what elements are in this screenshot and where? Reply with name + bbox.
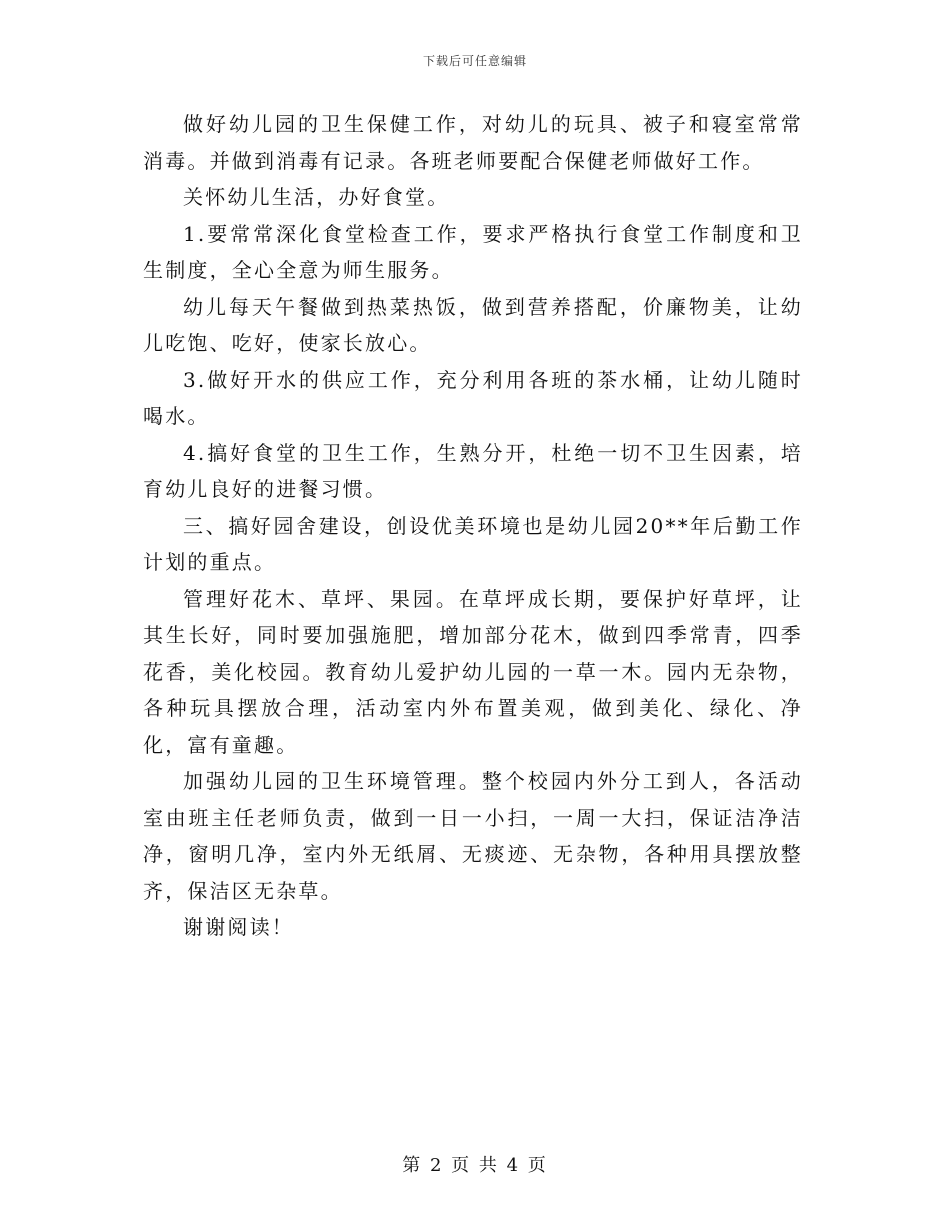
page-number: 第 2 页 共 4 页 — [402, 1155, 548, 1176]
paragraph-hygiene-care: 做好幼儿园的卫生保健工作，对幼儿的玩具、被子和寝室常常消毒。并做到消毒有记录。各班老师要配合保健老师做好工作。 — [143, 112, 803, 173]
paragraph-lunch: 幼儿每天午餐做到热菜热饭，做到营养搭配，价廉物美，让幼儿吃饱、吃好，使家长放心。 — [143, 294, 803, 355]
document-body — [143, 106, 803, 946]
paragraph-section-three: 三、搞好园舍建设，创设优美环境也是幼儿园20**年后勤工作计划的重点。 — [143, 513, 803, 574]
paragraph-canteen-inspection: 1.要常常深化食堂检查工作，要求严格执行食堂工作制度和卫生制度，全心全意为师生服务。 — [143, 221, 803, 282]
paragraph-garden-management: 管理好花木、草坪、果园。在草坪成长期，要保护好草坪，让其生长好，同时要加强施肥，增加部分花木，做到四季常青，四季花香，美化校园。教育幼儿爱护幼儿园的一草一木。园内无杂物，各种玩具摆放合理，活动室内外布置美观，做到美化、绿化、净化，富有童趣。 — [143, 586, 803, 757]
paragraph-thanks: 谢谢阅读！ — [183, 915, 294, 939]
paragraph-canteen-heading: 关怀幼儿生活，办好食堂。 — [183, 185, 450, 209]
paragraph-canteen-hygiene: 4.搞好食堂的卫生工作，生熟分开，杜绝一切不卫生因素，培育幼儿良好的进餐习惯。 — [143, 440, 803, 501]
header-note: 下载后可任意编辑 — [422, 54, 527, 68]
paragraph-water-supply: 3.做好开水的供应工作，充分利用各班的茶水桶，让幼儿随时喝水。 — [143, 367, 803, 428]
paragraph-environment-management: 加强幼儿园的卫生环境管理。整个校园内外分工到人，各活动室由班主任老师负责，做到一日一小扫，一周一大扫，保证洁净洁净，窗明几净，室内外无纸屑、无痰迹、无杂物，各种用具摆放整齐，保洁区无杂草。 — [143, 769, 803, 903]
